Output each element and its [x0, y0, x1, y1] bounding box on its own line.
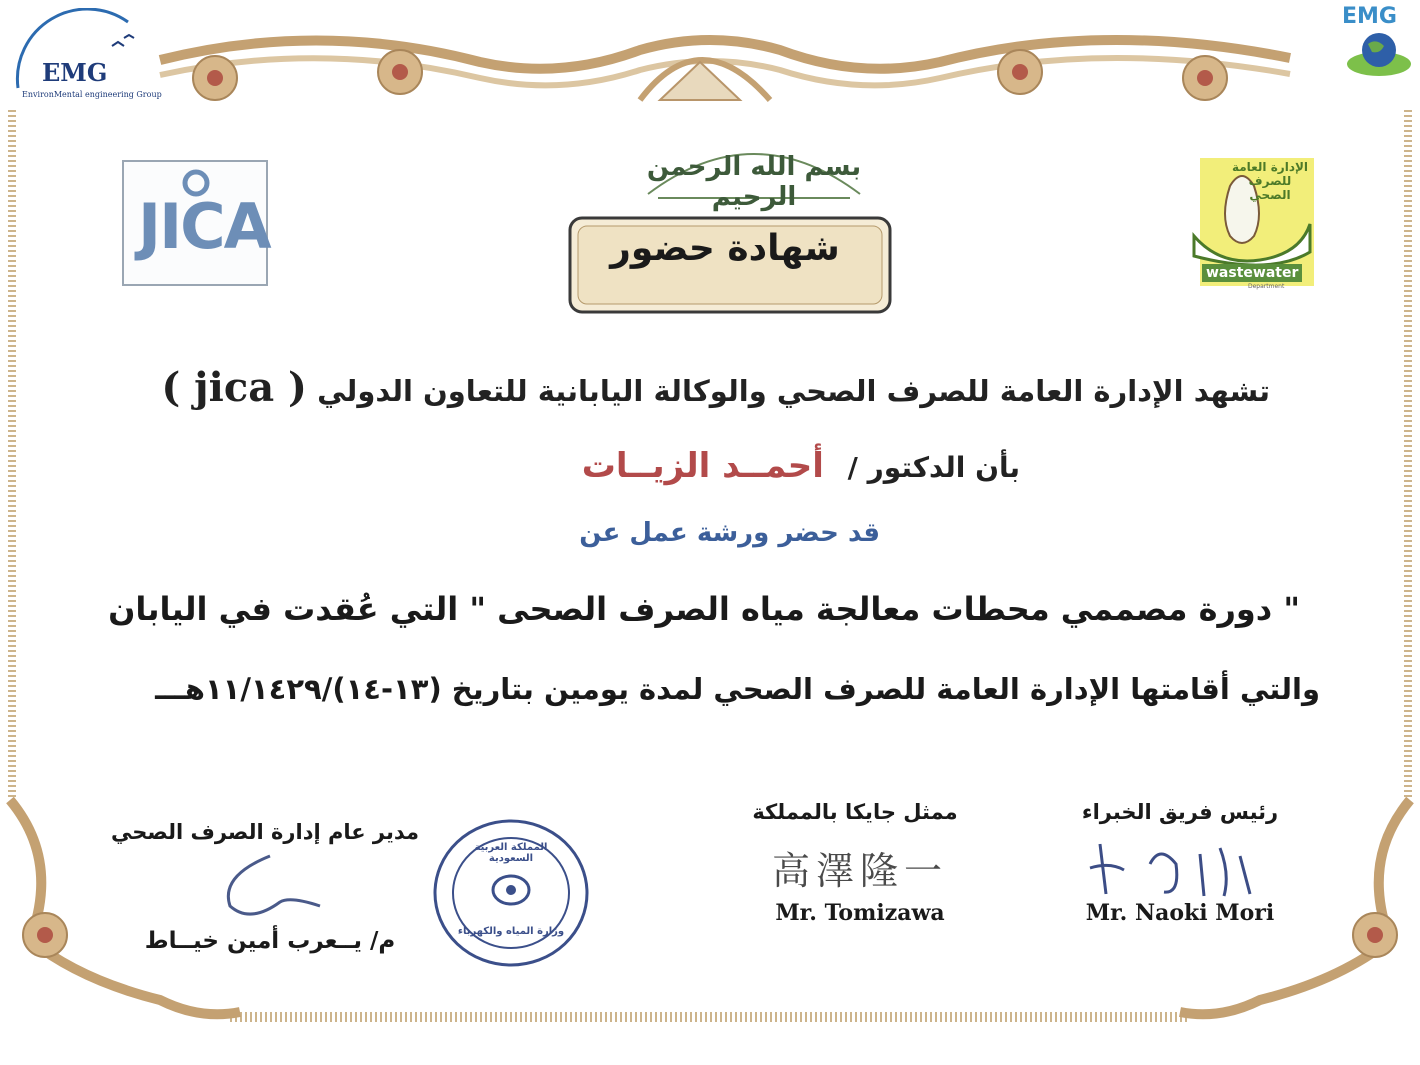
- expert-team-leader-signature: [1080, 834, 1280, 904]
- recipient-prefix: بأن الدكتور /: [847, 451, 1020, 484]
- basmala-calligraphy: [638, 124, 870, 210]
- seal-top-text: المملكة العربية السعودية: [474, 842, 548, 864]
- emg-globe-logo: [1340, 4, 1416, 80]
- expert-team-leader-title: رئيس فريق الخبراء: [1081, 800, 1279, 824]
- jica-representative-signature: 高澤隆一: [771, 849, 948, 893]
- body-line-course: " دورة مصممي محطات معالجة مياه الصرف الصحى " التي عُقدت في اليابان: [108, 590, 1300, 628]
- director-title: مدير عام إدارة الصرف الصحي: [111, 820, 419, 844]
- basmala-text: بسم الله الرحمن الرحيم: [646, 152, 862, 212]
- wastewater-logo-subtext: Department: [1248, 283, 1285, 290]
- jica-representative-title: ممثل جايكا بالمملكة: [752, 800, 958, 824]
- wastewater-logo-text: wastewater: [1202, 264, 1302, 282]
- wastewater-department-logo: [1190, 156, 1316, 292]
- jica-logo: [122, 160, 268, 286]
- body-line-date: والتي أقامتها الإدارة العامة للصرف الصحي لمدة يومين بتاريخ (١٣-١٤)/١١/١٤٢٩هـــ: [155, 672, 1320, 706]
- recipient-name: أحمــد الزيــات: [581, 446, 824, 486]
- body-line-recipient: [560, 446, 1020, 486]
- wastewater-logo-arabic: الإدارة العامة للصرف الصحي: [1231, 160, 1309, 202]
- body-line-workshop: قد حضر ورشة عمل عن: [579, 518, 880, 548]
- expert-team-leader-name: Mr. Naoki Mori: [1085, 900, 1275, 926]
- globe-icon: [1346, 28, 1412, 78]
- certificate-title: شهادة حضور: [610, 228, 840, 269]
- issuers-text: تشهد الإدارة العامة للصرف الصحي والوكالة اليابانية للتعاون الدولي: [317, 374, 1270, 408]
- emg-logo-text: EMG: [42, 58, 108, 87]
- jica-logo-text: JICA: [138, 190, 270, 263]
- emg-logo: [8, 8, 168, 100]
- director-name: م/ يــعرب أمين خيــاط: [144, 928, 396, 954]
- ministry-seal: [432, 818, 590, 968]
- jica-representative-name: Mr. Tomizawa: [775, 900, 945, 926]
- body-line-issuers: [161, 364, 1270, 411]
- director-signature: [210, 846, 330, 926]
- emg-logo-subtitle: EnvironMental engineering Group: [22, 90, 162, 99]
- emg-globe-logo-text: EMG: [1342, 4, 1397, 29]
- jica-abbreviation: ( jica ): [161, 364, 307, 411]
- seal-bottom-text: وزارة المياه والكهرباء: [457, 926, 565, 937]
